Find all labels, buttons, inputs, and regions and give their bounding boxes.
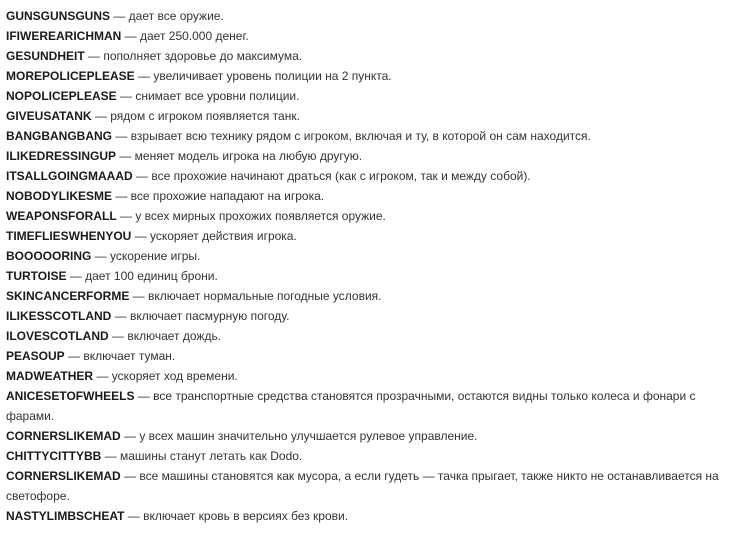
list-item — [6, 306, 736, 326]
cheat-description: — увеличивает уровень полиции на 2 пункта. — [134, 69, 392, 83]
cheat-code: ILIKESSCOTLAND — [6, 309, 112, 323]
list-item — [6, 446, 736, 466]
cheat-description: — пополняет здоровье до максимума. — [84, 49, 303, 63]
cheat-code: MOREPOLICEPLEASE — [6, 69, 135, 83]
list-item — [6, 86, 736, 106]
cheat-code: ILIKEDRESSINGUP — [6, 149, 117, 163]
cheat-code: GIVEUSATANK — [6, 109, 92, 123]
cheat-code: NOBODYLIKESME — [6, 189, 113, 203]
list-item — [6, 266, 736, 286]
list-item — [6, 186, 736, 206]
cheat-code: NOPOLICEPLEASE — [6, 89, 117, 103]
cheat-code: BANGBANGBANG — [6, 129, 112, 143]
list-item — [6, 386, 736, 426]
cheat-description: — ускоряет ход времени. — [93, 369, 238, 383]
list-item — [6, 346, 736, 366]
cheat-description: — дает 250.000 денег. — [121, 29, 249, 43]
list-item — [6, 46, 736, 66]
cheat-code: CORNERSLIKEMAD — [6, 469, 121, 483]
cheat-description: — дает все оружие. — [110, 9, 224, 23]
cheat-description: — включает нормальные погодные условия. — [129, 289, 382, 303]
list-item — [6, 6, 736, 26]
cheat-code: ITSALLGOINGMAAAD — [6, 169, 133, 183]
list-item — [6, 506, 736, 526]
list-item — [6, 466, 736, 506]
cheat-description: — включает кровь в версиях без крови. — [124, 509, 349, 523]
cheat-code: ANICESETOFWHEELS — [6, 389, 135, 403]
cheat-code: TIMEFLIESWHENYOU — [6, 229, 132, 243]
cheat-description: — у всех машин значительно улучшается рулевое управление. — [120, 429, 478, 443]
cheat-description: — включает пасмурную погоду. — [111, 309, 290, 323]
list-item — [6, 326, 736, 346]
cheat-code: IFIWEREARICHMAN — [6, 29, 122, 43]
cheat-description: — ускоряет действия игрока. — [131, 229, 297, 243]
list-item — [6, 426, 736, 446]
cheat-code: ILOVESCOTLAND — [6, 329, 109, 343]
cheat-code: MADWEATHER — [6, 369, 94, 383]
list-item — [6, 286, 736, 306]
cheat-code: PEASOUP — [6, 349, 65, 363]
cheat-description: — у всех мирных прохожих появляется оружие. — [116, 209, 386, 223]
cheat-code: NASTYLIMBSCHEAT — [6, 509, 125, 523]
cheat-code: SKINCANCERFORME — [6, 289, 130, 303]
cheat-description: — ускорение игры. — [91, 249, 201, 263]
list-item — [6, 166, 736, 186]
cheat-description: — машины станут летать как Dodo. — [101, 449, 303, 463]
cheat-description: — все прохожие нападают на игрока. — [112, 189, 325, 203]
cheat-code: GUNSGUNSGUNS — [6, 9, 111, 23]
list-item — [6, 366, 736, 386]
cheat-code: CORNERSLIKEMAD — [6, 429, 121, 443]
list-item — [6, 206, 736, 226]
list-item — [6, 226, 736, 246]
list-item — [6, 26, 736, 46]
cheat-code: CHITTYCITTYBB — [6, 449, 102, 463]
list-item — [6, 106, 736, 126]
cheat-description: — снимает все уровни полиции. — [116, 89, 300, 103]
cheat-description: — дает 100 единиц брони. — [66, 269, 218, 283]
cheat-description: — все машины становятся как мусора, а если гудеть — тачка прыгает, также никто не останавливается на светофоре. — [6, 469, 719, 503]
cheat-description: — все прохожие начинают драться (как с игроком, так и между собой). — [132, 169, 531, 183]
cheat-code: BOOOOORING — [6, 249, 92, 263]
cheat-description: — меняет модель игрока на любую другую. — [116, 149, 363, 163]
list-item — [6, 66, 736, 86]
cheat-code: WEAPONSFORALL — [6, 209, 117, 223]
cheat-description: — взрывает всю технику рядом с игроком, включая и ту, в которой он сам находится. — [112, 129, 591, 143]
list-item — [6, 246, 736, 266]
cheat-code: TURTOISE — [6, 269, 67, 283]
cheat-description: — включает дождь. — [108, 329, 222, 343]
cheat-description: — включает туман. — [64, 349, 176, 363]
cheat-description: — все транспортные средства становятся прозрачными, остаются видны только колеса и фонари с фарами. — [6, 389, 696, 423]
cheat-description: — рядом с игроком появляется танк. — [91, 109, 300, 123]
list-item — [6, 146, 736, 166]
list-item — [6, 126, 736, 146]
cheat-code: GESUNDHEIT — [6, 49, 85, 63]
